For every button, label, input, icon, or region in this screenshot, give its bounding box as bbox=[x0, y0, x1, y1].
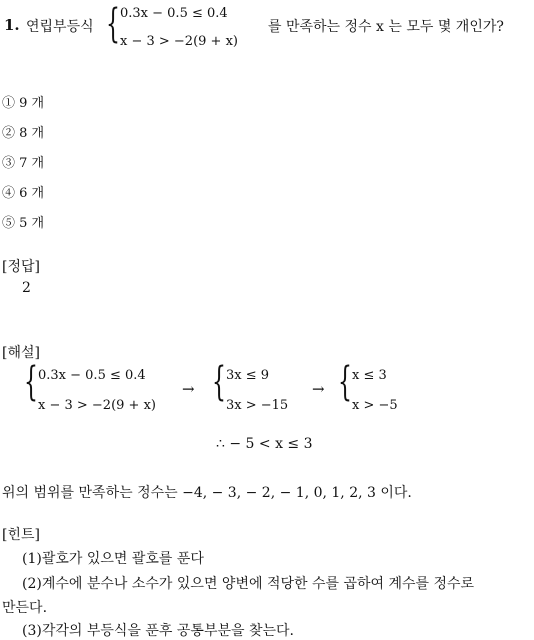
explanation-step-1 bbox=[24, 360, 184, 414]
question-prefix: 연립부등식 bbox=[26, 19, 94, 35]
left-brace-icon: { bbox=[212, 359, 226, 405]
hint-item-3: (3)각각의 부등식을 푼후 공통부분을 찾는다. bbox=[22, 623, 294, 639]
left-brace-icon: { bbox=[338, 359, 352, 405]
choice-3[interactable]: ③ 7 개 bbox=[2, 156, 45, 171]
question-system bbox=[106, 2, 266, 54]
explanation-step-2 bbox=[212, 360, 302, 414]
conclusion: ∴ − 5 < x ≤ 3 bbox=[216, 436, 313, 452]
arrow-icon: → bbox=[312, 380, 325, 398]
choice-5[interactable]: ⑤ 5 개 bbox=[2, 216, 45, 231]
left-brace-icon: { bbox=[24, 359, 38, 405]
system-line-1: 0.3x − 0.5 ≤ 0.4 bbox=[120, 6, 228, 21]
choice-1[interactable]: ① 9 개 bbox=[2, 96, 45, 111]
explanation-label: [해설] bbox=[2, 345, 40, 361]
hint-item-2: (2)계수에 분수나 소수가 있으면 양변에 적당한 수를 곱하여 계수를 정수로 bbox=[22, 576, 475, 592]
step1-line-2: x − 3 > −2(9 + x) bbox=[38, 398, 156, 413]
range-text: 위의 범위를 만족하는 정수는 −4, − 3, − 2, − 1, 0, 1, 2, 3 이다. bbox=[2, 485, 412, 501]
left-brace-icon: { bbox=[106, 1, 120, 47]
answer-label: [정답] bbox=[2, 259, 40, 275]
hint-label: [힌트] bbox=[2, 527, 40, 543]
step1-line-1: 0.3x − 0.5 ≤ 0.4 bbox=[38, 368, 146, 383]
arrow-icon: → bbox=[182, 380, 195, 398]
question-number: 1. bbox=[4, 16, 20, 34]
choice-4[interactable]: ④ 6 개 bbox=[2, 186, 45, 201]
choice-2[interactable]: ② 8 개 bbox=[2, 126, 45, 141]
hint-item-1: (1)괄호가 있으면 괄호를 푼다 bbox=[22, 551, 204, 567]
answer-value: 2 bbox=[22, 280, 31, 296]
explanation-step-3 bbox=[338, 360, 418, 414]
step3-line-1: x ≤ 3 bbox=[352, 368, 387, 383]
step3-line-2: x > −5 bbox=[352, 398, 398, 413]
hint-item-2-cont: 만든다. bbox=[2, 600, 48, 616]
step2-line-2: 3x > −15 bbox=[226, 398, 289, 413]
question-suffix: 를 만족하는 정수 x 는 모두 몇 개인가? bbox=[268, 19, 504, 35]
system-line-2: x − 3 > −2(9 + x) bbox=[120, 34, 238, 49]
step2-line-1: 3x ≤ 9 bbox=[226, 368, 270, 383]
